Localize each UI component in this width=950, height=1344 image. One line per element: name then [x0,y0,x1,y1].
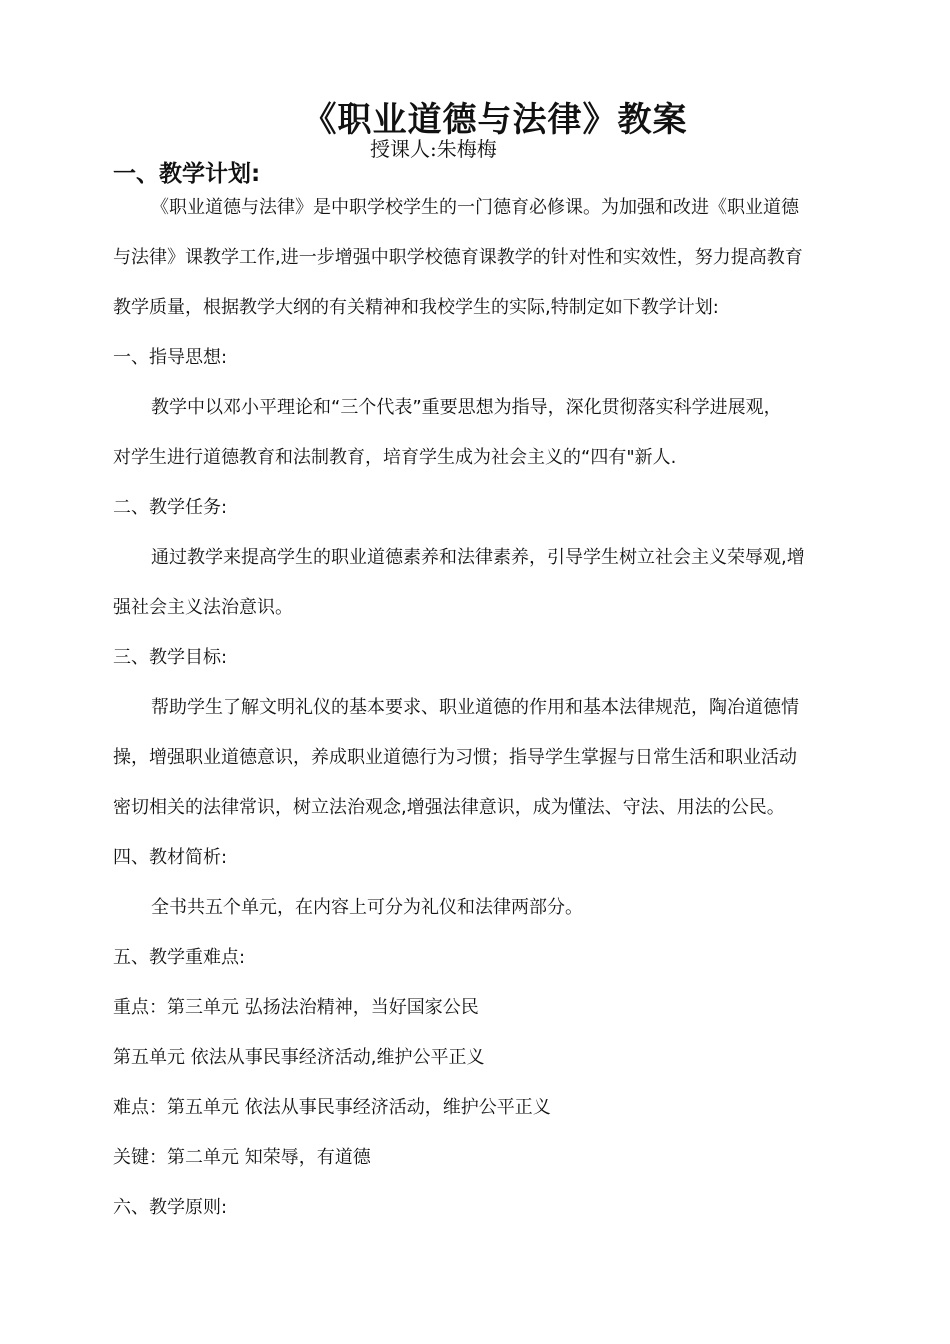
paragraph-line: 通过教学来提高学生的职业道德素养和法律素养，引导学生树立社会主义荣辱观,增 [151,547,805,568]
paragraph-line: 教学质量，根据教学大纲的有关精神和我校学生的实际,特制定如下教学计划: [113,297,719,318]
subheading-guiding-ideology: 一、指导思想: [113,347,228,368]
paragraph-line: 操，增强职业道德意识，养成职业道德行为习惯；指导学生掌握与日常生活和职业活动 [113,747,797,768]
paragraph-line: 教学中以邓小平理论和“三个代表”重要思想为指导，深化贯彻落实科学进展观， [151,397,782,418]
difficult-point-line: 难点：第五单元 依法从事民事经济活动，维护公平正义 [113,1097,551,1118]
document-title: 《职业道德与法律》教案 [302,100,688,140]
section-heading-teaching-plan: 一、教学计划: [113,161,261,187]
paragraph-line: 全书共五个单元，在内容上可分为礼仪和法律两部分。 [151,897,583,918]
paragraph-line: 与法律》课教学工作,进一步增强中职学校德育课教学的针对性和实效性，努力提高教育 [113,247,803,268]
subheading-textbook-analysis: 四、教材简析: [113,847,228,868]
document-author: 授课人:朱梅梅 [370,137,497,161]
paragraph-line: 密切相关的法律常识，树立法治观念,增强法律意识，成为懂法、守法、用法的公民。 [113,797,785,818]
key-point-line: 第五单元 依法从事民事经济活动,维护公平正义 [113,1047,485,1068]
subheading-teaching-tasks: 二、教学任务: [113,497,228,518]
critical-point-line: 关键：第二单元 知荣辱，有道德 [113,1147,371,1168]
paragraph-line: 对学生进行道德教育和法制教育，培育学生成为社会主义的“四有"新人. [113,447,677,468]
subheading-key-difficult-points: 五、教学重难点: [113,947,246,968]
subheading-teaching-goals: 三、教学目标: [113,647,228,668]
paragraph-line: 帮助学生了解文明礼仪的基本要求、职业道德的作用和基本法律规范，陶冶道德情 [151,697,799,718]
subheading-teaching-principles: 六、教学原则: [113,1197,228,1218]
paragraph-line: 强社会主义法治意识。 [113,597,293,618]
key-point-line: 重点：第三单元 弘扬法治精神，当好国家公民 [113,997,479,1018]
paragraph-line: 《职业道德与法律》是中职学校学生的一门德育必修课。为加强和改进《职业道德 [151,197,799,218]
